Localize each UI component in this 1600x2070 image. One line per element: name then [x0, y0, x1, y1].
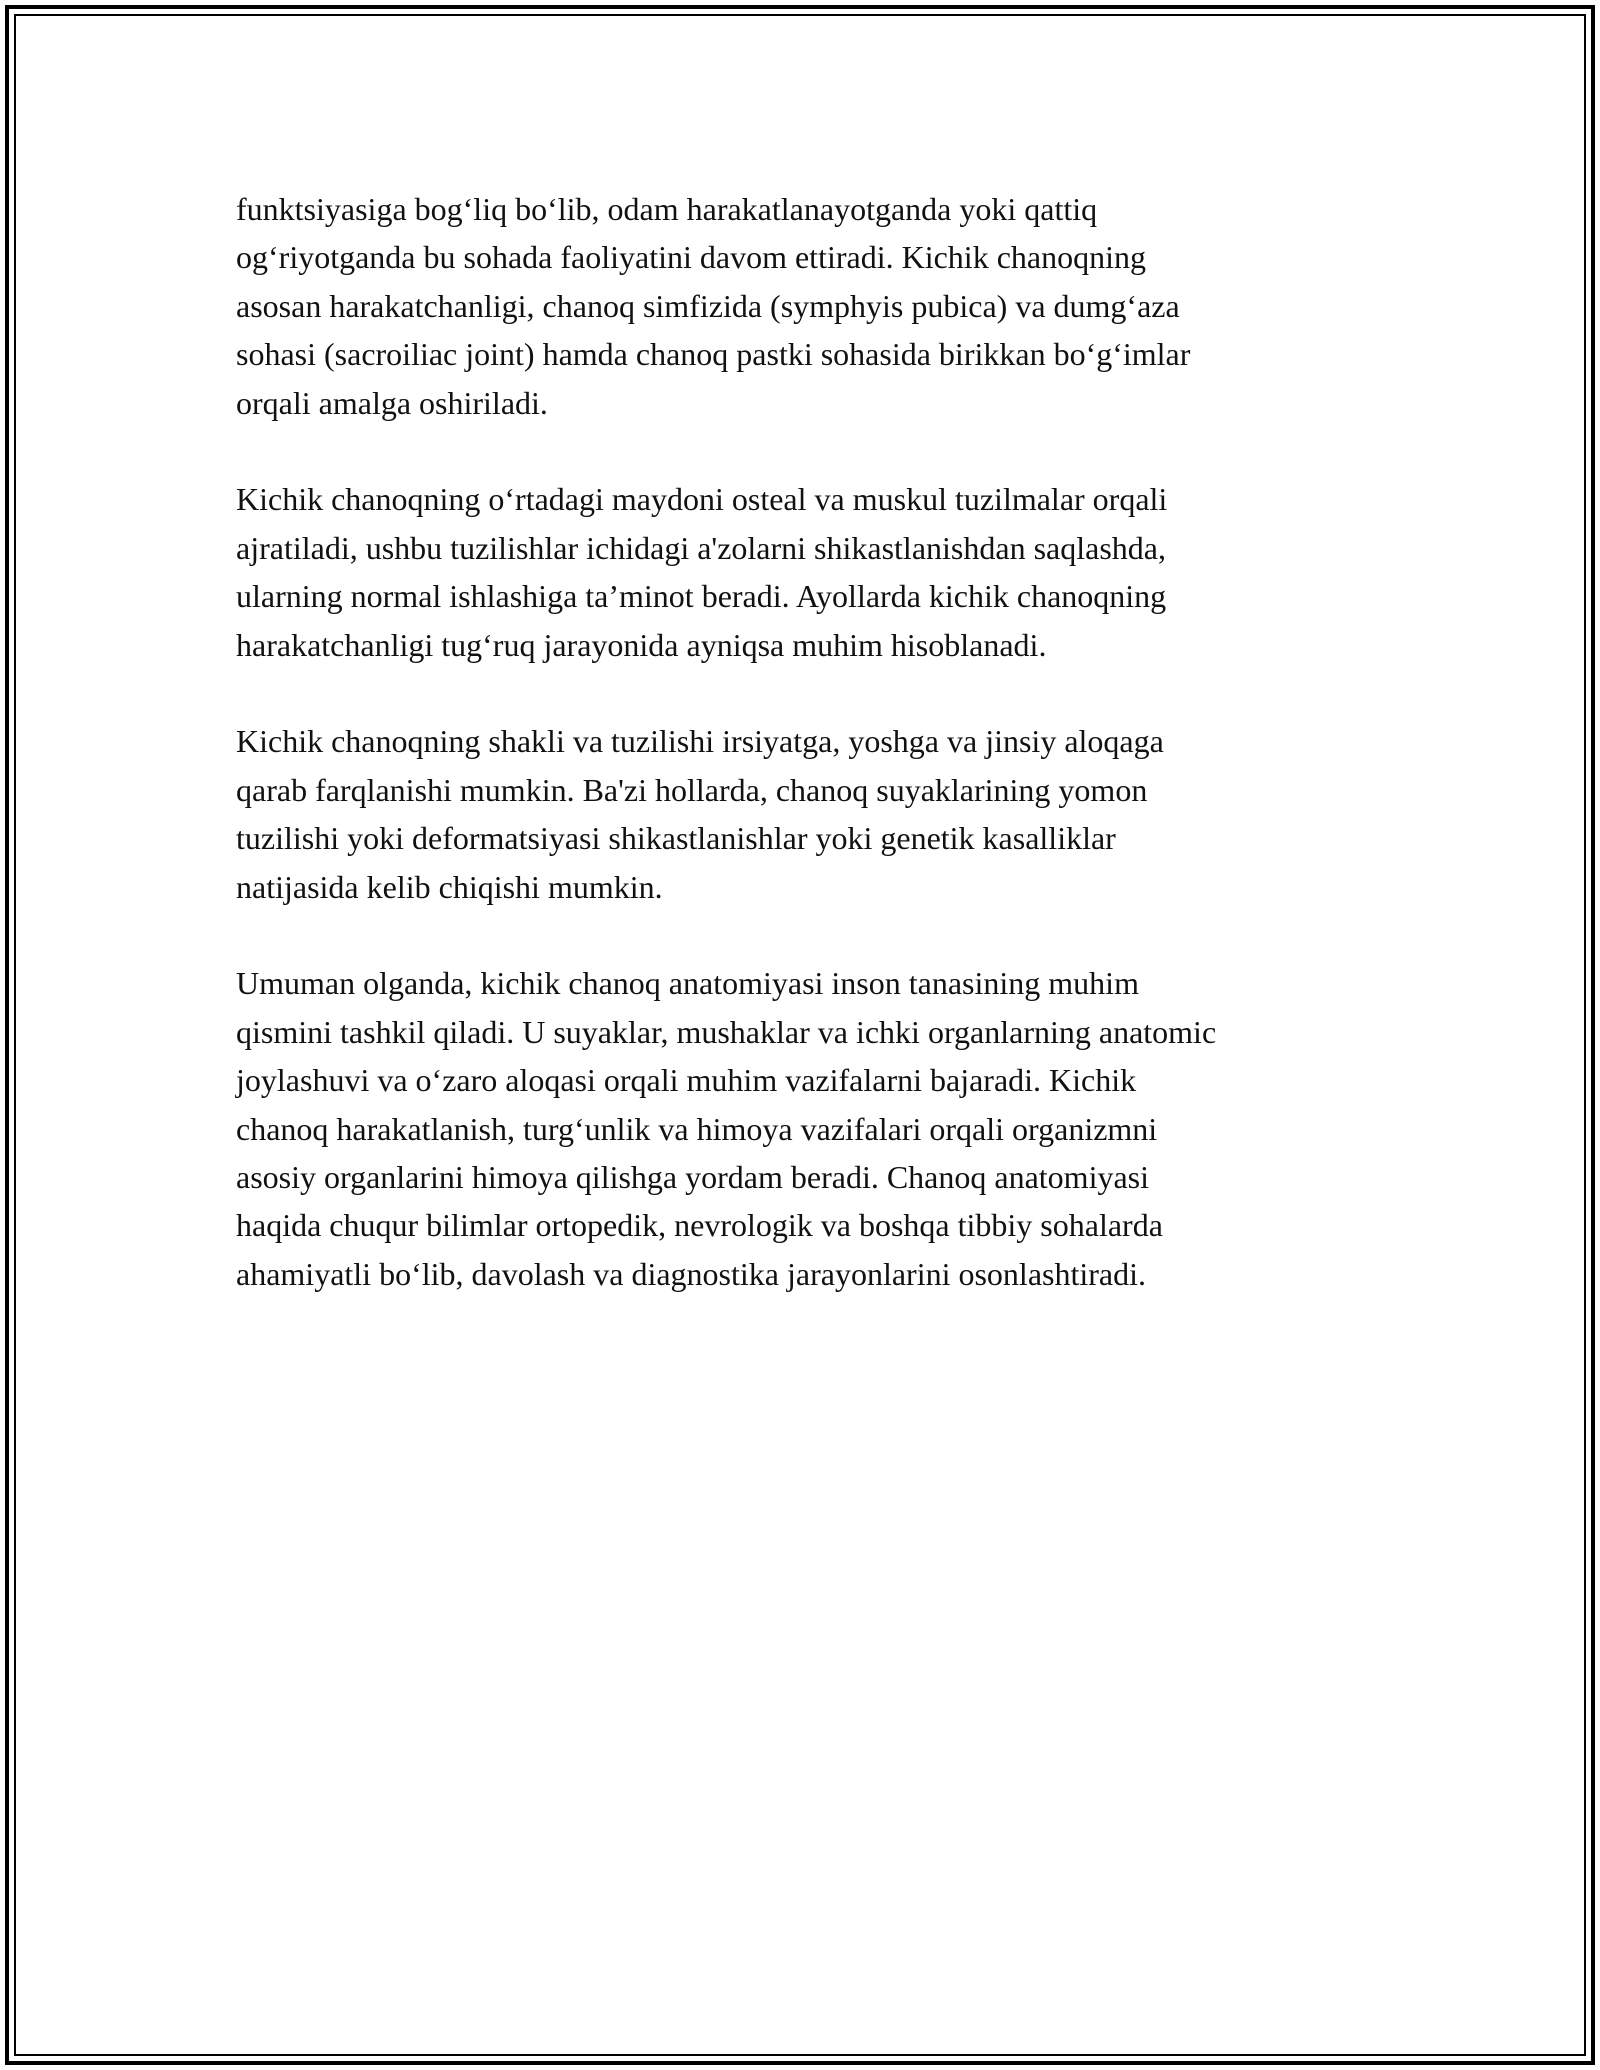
text-line: tuzilishi yoki deformatsiyasi shikastlanishlar yoki genetik kasalliklar	[236, 820, 1116, 857]
text-line: ahamiyatli bo‘lib, davolash va diagnostika jarayonlarini osonlashtiradi.	[236, 1255, 1146, 1292]
text-line: Umuman olganda, kichik chanoq anatomiyasi inson tanasining muhim	[236, 965, 1139, 1002]
text-line: joylashuvi va o‘zaro aloqasi orqali muhim vazifalarni bajaradi. Kichik	[236, 1062, 1137, 1099]
text-line: asosiy organlarini himoya qilishga yordam beradi. Chanoq anatomiyasi	[236, 1159, 1149, 1196]
text-line: sohasi (sacroiliac joint) hamda chanoq pastki sohasida birikkan bo‘g‘imlar	[236, 336, 1191, 373]
text-line: orqali amalga oshiriladi.	[236, 384, 548, 421]
text-line: asosan harakatchanligi, chanoq simfizida (symphyis pubica) va dumg‘aza	[236, 287, 1180, 324]
text-line: Kichik chanoqning shakli va tuzilishi irsiyatga, yoshga va jinsiy aloqaga	[236, 723, 1164, 760]
text-line: harakatchanligi tug‘ruq jarayonida ayniqsa muhim hisoblanadi.	[236, 626, 1047, 663]
text-line: ajratiladi, ushbu tuzilishlar ichidagi a'zolarni shikastlanishdan saqlashda,	[236, 529, 1166, 566]
paragraph-2	[236, 475, 1376, 669]
text-line: Kichik chanoqning o‘rtadagi maydoni osteal va muskul tuzilmalar orqali	[236, 481, 1168, 518]
document-body	[236, 185, 1376, 1347]
text-line: funktsiyasiga bog‘liq bo‘lib, odam harakatlanayotganda yoki qattiq	[236, 191, 1098, 227]
text-line: haqida chuqur bilimlar ortopedik, nevrologik va boshqa tibbiy sohalarda	[236, 1207, 1163, 1244]
paragraph-1	[236, 185, 1376, 427]
text-line: chanoq harakatlanish, turg‘unlik va himoya vazifalari orqali organizmni	[236, 1110, 1158, 1147]
paragraph-3	[236, 717, 1376, 911]
text-line: ularning normal ishlashiga ta’minot beradi. Ayollarda kichik chanoqning	[236, 578, 1167, 615]
text-line: qarab farqlanishi mumkin. Ba'zi hollarda, chanoq suyaklarining yomon	[236, 771, 1148, 808]
text-line: qismini tashkil qiladi. U suyaklar, mushaklar va ichki organlarning anatomic	[236, 1013, 1217, 1050]
paragraph-4	[236, 959, 1376, 1298]
text-line: natijasida kelib chiqishi mumkin.	[236, 868, 663, 905]
text-line: og‘riyotganda bu sohada faoliyatini davom ettiradi. Kichik chanoqning	[236, 239, 1146, 276]
